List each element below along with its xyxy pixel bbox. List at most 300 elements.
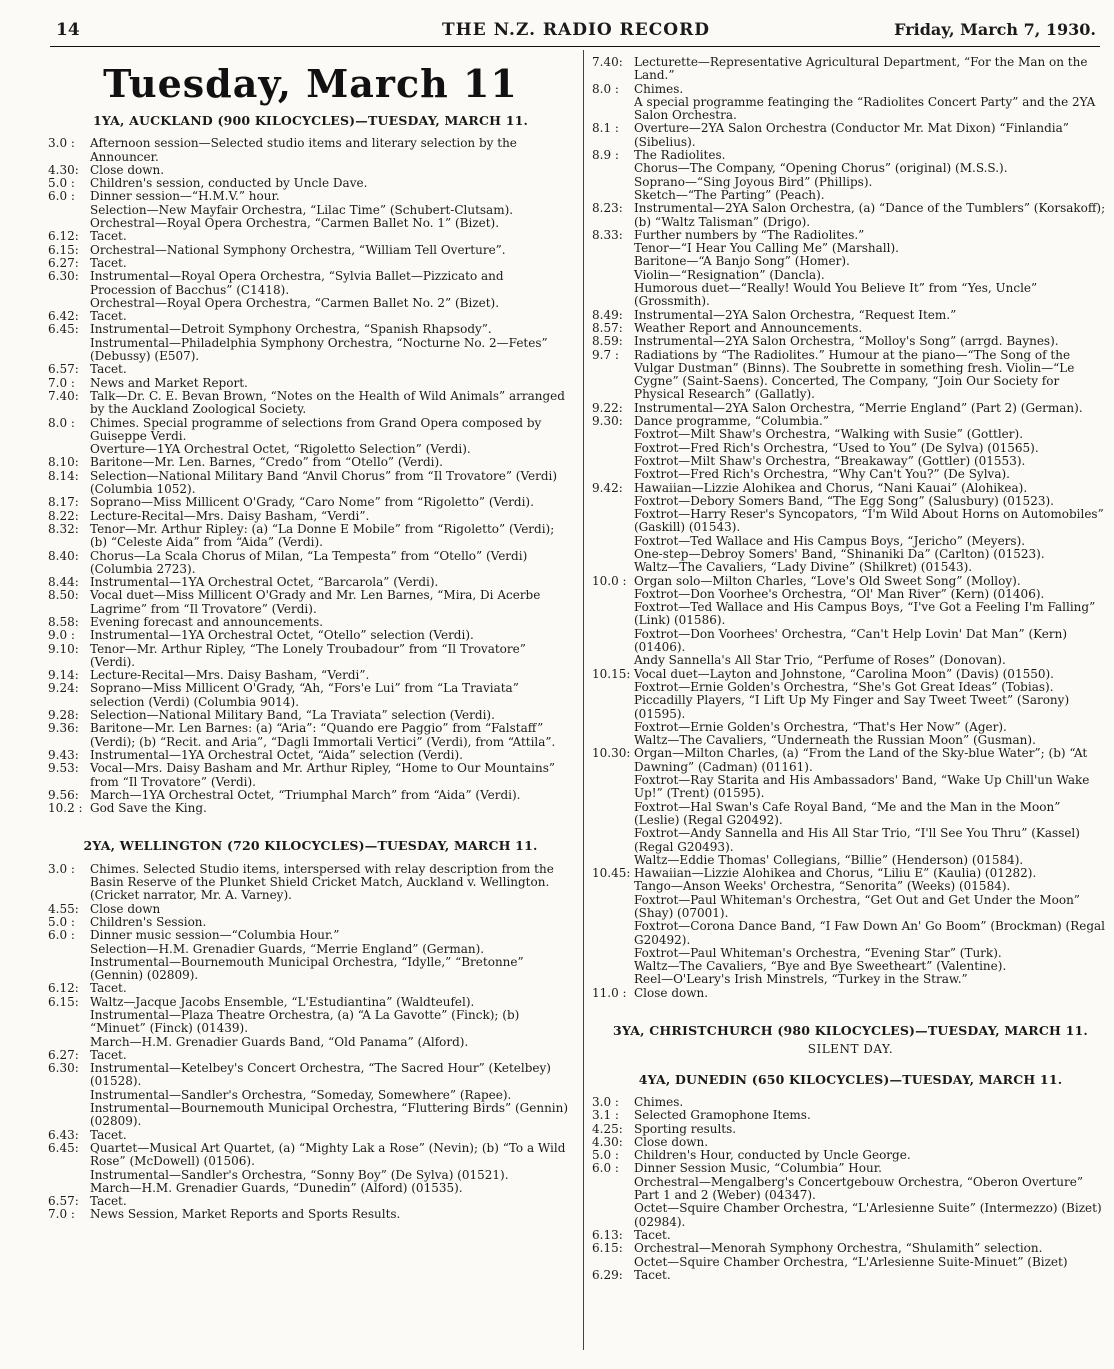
programme-entry <box>592 681 1109 694</box>
entry-text: Foxtrot—Fred Rich's Orchestra, “Used to You” (De Sylva) (01565). <box>634 440 1039 455</box>
entry-time: 8.14: <box>48 468 79 483</box>
programme-entry <box>592 1256 1109 1269</box>
programme-entry <box>48 244 573 257</box>
entry-time <box>592 960 634 973</box>
programme-entry <box>592 56 1109 83</box>
entry-text: God Save the King. <box>90 801 207 816</box>
entry-time: 6.0 : <box>592 1161 619 1176</box>
entry-text: Tacet. <box>90 981 127 996</box>
entry-time: 10.15: <box>592 666 631 681</box>
entry-time: 3.0 : <box>592 1094 619 1109</box>
entry-time: 6.45: <box>48 1140 79 1155</box>
programme-entry <box>48 470 573 497</box>
entry-time: 6.15: <box>592 1241 623 1256</box>
programme-entry <box>48 982 573 995</box>
entry-time: 10.0 : <box>592 573 627 588</box>
programme-entry <box>592 468 1109 481</box>
entry-time: 9.10: <box>48 641 79 656</box>
entry-time <box>592 588 634 601</box>
entry-time: 6.27: <box>48 255 79 270</box>
entry-text: Foxtrot—Paul Whiteman's Orchestra, “Evening Star” (Turk). <box>634 945 1002 960</box>
entry-text: Lecture-Recital—Mrs. Daisy Basham, “Verdi”. <box>90 668 370 683</box>
entry-text: Children's Session. <box>90 914 207 929</box>
entry-text: Instrumental—1YA Orchestral Octet, “Otello” selection (Verdi). <box>90 628 474 643</box>
programme-entry <box>48 310 573 323</box>
programme-entry <box>48 722 573 749</box>
entry-time: 8.58: <box>48 614 79 629</box>
programme-entry <box>592 628 1109 655</box>
entry-text: Foxtrot—Debory Somers Band, “The Egg Song” (Salusbury) (01523). <box>634 493 1054 508</box>
programme-entry <box>592 867 1109 880</box>
entry-text: Andy Sannella's All Star Trio, “Perfume of Roses” (Donovan). <box>634 653 1006 668</box>
entry-time <box>592 442 634 455</box>
entry-text: Afternoon session—Selected studio items and literary selection by the Announcer. <box>90 136 517 164</box>
programme-entry <box>592 455 1109 468</box>
entry-time <box>592 508 634 535</box>
entry-time: 9.53: <box>48 761 79 776</box>
programme-entry <box>592 83 1109 96</box>
entry-time: 6.0 : <box>48 928 75 943</box>
programme-entry <box>592 495 1109 508</box>
programme-entry <box>48 377 573 390</box>
entry-time <box>592 548 634 561</box>
entry-time <box>592 96 634 123</box>
entry-time: 6.12: <box>48 229 79 244</box>
entry-text: Vocal duet—Miss Millicent O'Grady and Mr. Len Barnes, “Mira, Di Acerbe Lagrime” from “Il Trovatore” (Verdi). <box>90 588 541 616</box>
entry-text: The Radiolites. <box>634 148 726 163</box>
programme-entry <box>48 523 573 550</box>
entry-time: 6.30: <box>48 269 79 284</box>
programme-entry <box>592 947 1109 960</box>
entry-text: Evening forecast and announcements. <box>90 614 324 629</box>
programme-entry <box>592 894 1109 921</box>
entry-time <box>592 734 634 747</box>
entry-text: Tacet. <box>90 362 127 377</box>
entry-time <box>592 561 634 574</box>
entry-text: One-step—Debroy Somers' Band, “Shinaniki Da” (Carlton) (01523). <box>634 546 1045 561</box>
programme-entry <box>592 189 1109 202</box>
entry-text: Instrumental—Bournemouth Municipal Orchestra, “Fluttering Birds” (Gennin) (02809). <box>90 1101 569 1129</box>
programme-entry <box>592 428 1109 441</box>
entry-time <box>48 1089 90 1102</box>
programme-entry <box>48 789 573 802</box>
programme-entry <box>592 162 1109 175</box>
programme-entry <box>48 510 573 523</box>
programme-entry <box>592 973 1109 986</box>
programme-entry <box>48 576 573 589</box>
entry-text: Waltz—The Cavaliers, “Underneath the Russian Moon” (Gusman). <box>634 733 1036 748</box>
programme-entry <box>48 496 573 509</box>
entry-time: 5.0 : <box>48 176 75 191</box>
entry-time <box>48 204 90 217</box>
programme-entry <box>48 257 573 270</box>
entry-text: Selection—New Mayfair Orchestra, “Lilac Time” (Schubert-Clutsam). <box>90 202 514 217</box>
entry-text: Baritone—Mr. Len Barnes: (a) “Aria”: “Quando ere Paggio” from “Falstaff” (Verdi); (b) “Recit. and Aria”, “Dagli Immortali Vertici” (Verdi), from “Attila”. <box>90 721 556 749</box>
entry-time: 6.15: <box>48 242 79 257</box>
programme-entry <box>592 854 1109 867</box>
entry-text: Instrumental—Sandler's Orchestra, “Someday, Somewhere” (Rapee). <box>90 1087 512 1102</box>
programme-entry <box>48 709 573 722</box>
page-title: Tuesday, March 11 <box>103 61 518 106</box>
programme-entry <box>48 270 573 297</box>
entry-text: Foxtrot—Don Voorhees' Orchestra, “Can't Help Lovin' Dat Man” (Kern) (01406). <box>634 626 1068 655</box>
entry-text: Dinner session—“H.M.V.” hour. <box>90 189 280 204</box>
entry-text: Tacet. <box>90 229 127 244</box>
programme-entry <box>48 1129 573 1142</box>
programme-entry <box>592 734 1109 747</box>
entry-time <box>48 337 90 364</box>
entry-text: Tacet. <box>634 1227 671 1242</box>
entry-time: 7.0 : <box>48 1207 75 1222</box>
entry-time: 6.57: <box>48 362 79 377</box>
programme-entry <box>48 1102 573 1129</box>
programme-entry <box>48 1208 573 1221</box>
programme-entry <box>592 176 1109 189</box>
entry-text: Talk—Dr. C. E. Bevan Brown, “Notes on the Health of Wild Animals” arranged by the Auckland Zoological Society. <box>90 388 565 417</box>
entry-text: Orchestral—Royal Opera Orchestra, “Carmen Ballet No. 2” (Bizet). <box>90 295 500 310</box>
programme-entry <box>48 297 573 310</box>
entry-text: Children's session, conducted by Uncle Dave. <box>90 176 368 191</box>
entry-text: A special programme featinging the “Radiolites Concert Party” and the 2YA Salon Orchestra. <box>634 94 1096 123</box>
programme-entry <box>592 827 1109 854</box>
entry-text: Instrumental—Royal Opera Orchestra, “Sylvia Ballet—Pizzicato and Procession of Bacchus” (C1418). <box>90 269 504 297</box>
entry-time <box>48 956 90 983</box>
entry-text: Instrumental—Plaza Theatre Orchestra, (a) “A La Gavotte” (Finck); (b) “Minuet” (Finck) (01439). <box>90 1008 520 1036</box>
entry-text: Vocal—Mrs. Daisy Basham and Mr. Arthur Ripley, “Home to Our Mountains” from “Il Trovatore” (Verdi). <box>90 761 556 789</box>
entry-text: Quartet—Musical Art Quartet, (a) “Mighty Lak a Rose” (Nevin); (b) “To a Wild Rose” (McDowell) (01506). <box>90 1140 566 1169</box>
programme-entry <box>48 669 573 682</box>
programme-entry <box>48 1169 573 1182</box>
section-heading-2ya: 2YA, WELLINGTON (720 KILOCYCLES)—TUESDAY, MARCH 11. <box>83 838 538 854</box>
programme-entry <box>48 1089 573 1102</box>
entry-time: 3.0 : <box>48 861 75 876</box>
entry-text: Foxtrot—Don Voorhee's Orchestra, “Ol' Man River” (Kern) (01406). <box>634 586 1045 601</box>
programme-entry <box>592 1242 1109 1255</box>
entry-time <box>592 455 634 468</box>
entry-time: 9.22: <box>592 400 623 415</box>
masthead: THE N.Z. RADIO RECORD <box>442 20 710 40</box>
entry-text: Tacet. <box>90 309 127 324</box>
programme-entry <box>48 916 573 929</box>
programme-entry <box>592 96 1109 123</box>
entry-time: 6.30: <box>48 1061 79 1076</box>
entry-time <box>592 801 634 828</box>
programme-entry <box>592 1096 1109 1109</box>
entry-text: March—H.M. Grenadier Guards Band, “Old Panama” (Alford). <box>90 1034 469 1049</box>
programme-entry <box>592 960 1109 973</box>
programme-entry <box>48 390 573 417</box>
entry-time: 6.43: <box>48 1127 79 1142</box>
entry-text: Foxtrot—Paul Whiteman's Orchestra, “Get Out and Get Under the Moon” (Shay) (07001). <box>634 892 1080 920</box>
entry-text: Vocal duet—Layton and Johnstone, “Carolina Moon” (Davis) (01550). <box>634 666 1054 681</box>
programme-entry <box>48 177 573 190</box>
entry-text: Sporting results. <box>634 1121 737 1136</box>
programme-entry <box>592 442 1109 455</box>
entry-text: Chimes. Special programme of selections from Grand Opera composed by Guiseppe Verdi. <box>90 415 542 443</box>
programme-entry <box>48 629 573 642</box>
programme-entry <box>592 202 1109 229</box>
programme-entry <box>592 322 1109 335</box>
entry-text: Chimes. <box>634 1094 684 1109</box>
entry-time <box>592 947 634 960</box>
entry-time: 8.1 : <box>592 121 619 136</box>
programme-entry <box>592 349 1109 402</box>
right-column <box>592 56 1109 1282</box>
programme-entry <box>48 217 573 230</box>
entry-text: Selected Gramophone Items. <box>634 1108 811 1123</box>
section-heading-1ya: 1YA, AUCKLAND (900 KILOCYCLES)—TUESDAY, MARCH 11. <box>92 113 529 128</box>
entry-text: Hawaiian—Lizzie Alohikea and Chorus, “Nani Kauai” (Alohikea). <box>634 480 1028 495</box>
programme-entry <box>592 1136 1109 1149</box>
section-heading-4ya: 4YA, DUNEDIN (650 KILOCYCLES)—TUESDAY, MARCH 11. <box>638 1071 1063 1087</box>
entry-text: Foxtrot—Corona Dance Band, “I Faw Down An' Go Boom” (Brockman) (Regal G20492). <box>634 919 1106 947</box>
entry-time: 4.30: <box>592 1134 623 1149</box>
listing-2ya-continued <box>592 56 1109 1000</box>
entry-text: Violin—“Resignation” (Dancla). <box>634 267 825 282</box>
entry-text: Orchestral—Mengalberg's Concertgebouw Orchestra, “Oberon Overture” Part 1 and 2 (Weber) (04347). <box>634 1174 1083 1203</box>
section-heading-3ya: 3YA, CHRISTCHURCH (980 KILOCYCLES)—TUESDAY, MARCH 11. <box>613 1023 1088 1039</box>
entry-text: Piccadilly Players, “I Lift Up My Finger and Say Tweet Tweet” (Sarony) (01595). <box>634 693 1070 721</box>
entry-time <box>592 428 634 441</box>
entry-time <box>48 297 90 310</box>
programme-entry <box>48 337 573 364</box>
entry-text: Tacet. <box>90 1127 127 1142</box>
entry-time: 10.2 : <box>48 801 83 816</box>
programme-entry <box>592 229 1109 242</box>
programme-entry <box>592 1149 1109 1162</box>
entry-text: Foxtrot—Fred Rich's Orchestra, “Why Can't You?” (De Sylva). <box>634 467 1010 482</box>
entry-time: 6.42: <box>48 309 79 324</box>
issue-date: Friday, March 7, 1930. <box>894 20 1096 39</box>
entry-time <box>592 1176 634 1203</box>
programme-entry <box>48 929 573 942</box>
entry-text: Foxtrot—Milt Shaw's Orchestra, “Breakaway” (Gottler) (01553). <box>634 453 1026 468</box>
entry-text: Waltz—Eddie Thomas' Collegians, “Billie” (Henderson) (01584). <box>634 852 1024 867</box>
header-rule <box>50 46 1100 47</box>
programme-entry <box>592 535 1109 548</box>
entry-time: 9.42: <box>592 480 623 495</box>
entry-time: 11.0 : <box>592 985 627 1000</box>
entry-time: 8.50: <box>48 588 79 603</box>
entry-time: 6.15: <box>48 994 79 1009</box>
programme-entry <box>48 1009 573 1036</box>
entry-time <box>592 282 634 309</box>
programme-entry <box>48 137 573 164</box>
entry-text: Foxtrot—Ray Starita and His Ambassadors' Band, “Wake Up Chill'un Wake Up!” (Trent) (01595). <box>634 773 1090 801</box>
programme-entry <box>592 1123 1109 1136</box>
entry-time <box>592 628 634 655</box>
programme-entry <box>48 230 573 243</box>
entry-time <box>48 217 90 230</box>
entry-time: 8.59: <box>592 334 623 349</box>
entry-text: Lecturette—Representative Agricultural Department, “For the Man on the Land.” <box>634 55 1088 83</box>
entry-text: Hawaiian—Lizzie Alohikea and Chorus, “Liliu E” (Kaulia) (01282). <box>634 866 1037 881</box>
entry-time: 7.40: <box>592 55 623 69</box>
programme-entry <box>48 762 573 789</box>
entry-text: Chimes. Selected Studio items, interspersed with relay description from the Basin Reserve of the Plunket Shield Cricket Match, Auckland v. Wellington. (Cricket narrator, Mr. A. Varney). <box>90 861 554 903</box>
entry-text: Chorus—The Company, “Opening Chorus” (original) (M.S.S.). <box>634 161 1008 176</box>
entry-time: 4.30: <box>48 162 79 177</box>
entry-text: Children's Hour, conducted by Uncle George. <box>634 1148 911 1163</box>
entry-text: March—H.M. Grenadier Guards, “Dunedin” (Alford) (01535). <box>90 1180 463 1195</box>
entry-text: March—1YA Orchestral Octet, “Triumphal March” from “Aida” (Verdi). <box>90 787 521 802</box>
programme-entry <box>592 335 1109 348</box>
entry-time: 6.12: <box>48 981 79 996</box>
left-column <box>48 56 573 1222</box>
entry-time <box>592 894 634 921</box>
entry-time <box>592 255 634 268</box>
entry-time <box>592 1256 634 1269</box>
programme-entry <box>592 721 1109 734</box>
programme-entry <box>592 1269 1109 1282</box>
entry-text: News and Market Report. <box>90 375 248 390</box>
entry-time <box>592 601 634 628</box>
entry-text: Orchestral—Menorah Symphony Orchestra, “Shulamith” selection. <box>634 1241 1043 1256</box>
entry-time <box>592 495 634 508</box>
programme-entry <box>592 242 1109 255</box>
entry-time <box>592 468 634 481</box>
entry-text: Tango—Anson Weeks' Orchestra, “Senorita” (Weeks) (01584). <box>634 879 1011 894</box>
programme-entry <box>48 802 573 815</box>
entry-time: 5.0 : <box>592 1148 619 1163</box>
entry-text: Instrumental—Philadelphia Symphony Orchestra, “Nocturne No. 2—Fetes” (Debussy) (E507). <box>90 335 548 364</box>
entry-text: Lecture-Recital—Mrs. Daisy Basham, “Verdi”. <box>90 508 370 523</box>
programme-entry <box>592 920 1109 947</box>
entry-text: Waltz—Jacque Jacobs Ensemble, “L'Estudiantina” (Waldteufel). <box>90 994 475 1009</box>
entry-time: 6.45: <box>48 322 79 337</box>
programme-entry <box>592 588 1109 601</box>
entry-text: Baritone—“A Banjo Song” (Homer). <box>634 254 850 269</box>
entry-text: Instrumental—2YA Salon Orchestra, “Request Item.” <box>634 307 957 322</box>
entry-text: Tacet. <box>90 1047 127 1062</box>
entry-time: 6.13: <box>592 1227 623 1242</box>
entry-time <box>48 1182 90 1195</box>
entry-text: Tacet. <box>634 1267 671 1282</box>
entry-text: Tenor—“I Hear You Calling Me” (Marshall). <box>634 241 899 256</box>
entry-text: Close down. <box>90 162 165 177</box>
entry-text: Instrumental—2YA Salon Orchestra, (a) “Dance of the Tumblers” (Korsakoff); (b) “Waltz Talisman” (Drigo). <box>634 201 1106 229</box>
entry-text: Organ—Milton Charles, (a) “From the Land of the Sky-blue Water”; (b) “At Dawning” (Cadman) (01161). <box>634 746 1088 774</box>
entry-time: 6.27: <box>48 1047 79 1062</box>
entry-time <box>48 1009 90 1036</box>
programme-entry <box>592 482 1109 495</box>
programme-entry <box>592 561 1109 574</box>
entry-time: 8.0 : <box>48 415 75 430</box>
entry-time <box>592 721 634 734</box>
entry-time: 8.40: <box>48 548 79 563</box>
entry-time: 4.55: <box>48 901 79 916</box>
entry-text: Dinner Session Music, “Columbia” Hour. <box>634 1161 882 1176</box>
entry-text: Chorus—La Scala Chorus of Milan, “La Tempesta” from “Otello” (Verdi) (Columbia 2723). <box>90 548 528 576</box>
programme-entry <box>592 255 1109 268</box>
programme-entry <box>592 1109 1109 1122</box>
entry-time <box>592 176 634 189</box>
entry-time: 7.0 : <box>48 375 75 390</box>
programme-entry <box>592 880 1109 893</box>
entry-time: 8.49: <box>592 307 623 322</box>
entry-time <box>592 920 634 947</box>
entry-time <box>592 973 634 986</box>
entry-time: 9.7 : <box>592 347 619 362</box>
entry-text: Instrumental—2YA Salon Orchestra, “Merrie England” (Part 2) (German). <box>634 400 1083 415</box>
page-number: 14 <box>56 20 80 40</box>
programme-entry <box>592 309 1109 322</box>
programme-entry <box>48 903 573 916</box>
entry-time: 3.1 : <box>592 1108 619 1123</box>
entry-time: 8.57: <box>592 320 623 335</box>
entry-time: 8.23: <box>592 201 623 216</box>
entry-text: Chimes. <box>634 81 684 96</box>
programme-entry <box>48 1036 573 1049</box>
entry-text: Waltz—The Cavaliers, “Lady Divine” (Shilkret) (01543). <box>634 560 973 575</box>
programme-entry <box>48 456 573 469</box>
entry-text: Instrumental—Bournemouth Municipal Orchestra, “Idylle,” “Bretonne” (Gennin) (02809). <box>90 954 524 983</box>
programme-entry <box>592 575 1109 588</box>
programme-entry <box>592 508 1109 535</box>
programme-entry <box>48 363 573 376</box>
entry-text: Overture—2YA Salon Orchestra (Conductor Mr. Mat Dixon) “Finlandia” (Sibelius). <box>634 121 1069 149</box>
entry-text: Dinner music session—“Columbia Hour.” <box>90 928 340 943</box>
entry-time: 3.0 : <box>48 136 75 151</box>
entry-time <box>592 694 634 721</box>
programme-entry <box>48 616 573 629</box>
programme-entry <box>48 1195 573 1208</box>
entry-time: 6.29: <box>592 1267 623 1282</box>
programme-entry <box>48 956 573 983</box>
entry-time: 9.43: <box>48 747 79 762</box>
entry-time <box>592 189 634 202</box>
entry-time: 10.45: <box>592 866 631 881</box>
programme-entry <box>592 654 1109 667</box>
programme-entry <box>592 548 1109 561</box>
entry-text: Selection—H.M. Grenadier Guards, “Merrie England” (German). <box>90 941 485 956</box>
entry-time: 8.9 : <box>592 148 619 163</box>
entry-text: Octet—Squire Chamber Orchestra, “L'Arlesienne Suite” (Intermezzo) (Bizet) (02984). <box>634 1201 1102 1229</box>
programme-entry <box>48 190 573 203</box>
entry-text: Foxtrot—Ernie Golden's Orchestra, “That's Her Now” (Ager). <box>634 719 1007 734</box>
listing-2ya <box>48 863 573 1222</box>
entry-time: 9.24: <box>48 681 79 696</box>
programme-entry <box>592 1162 1109 1175</box>
entry-text: Close down <box>90 901 161 916</box>
programme-entry <box>48 943 573 956</box>
entry-time <box>592 854 634 867</box>
programme-entry <box>48 417 573 444</box>
programme-entry <box>592 402 1109 415</box>
programme-entry <box>592 269 1109 282</box>
programme-entry <box>592 668 1109 681</box>
entry-text: Foxtrot—Milt Shaw's Orchestra, “Walking with Susie” (Gottler). <box>634 427 1024 442</box>
entry-text: Close down. <box>634 1134 709 1149</box>
silent-day-note: SILENT DAY. <box>807 1042 894 1057</box>
entry-text: Instrumental—Sandler's Orchestra, “Sonny Boy” (De Sylva) (01521). <box>90 1167 509 1182</box>
programme-entry <box>48 550 573 577</box>
entry-text: Overture—1YA Orchestral Octet, “Rigoletto Selection” (Verdi). <box>90 442 471 457</box>
programme-entry <box>48 749 573 762</box>
entry-text: Soprano—Miss Millicent O'Grady, “Ah, “Fors'e Lui” from “La Traviata” selection (Verdi) (Columbia 9014). <box>90 681 519 709</box>
programme-entry <box>48 996 573 1009</box>
listing-1ya <box>48 137 573 815</box>
programme-entry <box>592 1202 1109 1229</box>
entry-text: Instrumental—2YA Salon Orchestra, “Molloy's Song” (arrgd. Baynes). <box>634 334 1059 349</box>
page-header <box>56 18 1096 44</box>
programme-entry <box>592 1229 1109 1242</box>
entry-text: Selection—National Military Band “Anvil Chorus” from “Il Trovatore” (Verdi) (Columbia 1052). <box>90 468 558 497</box>
entry-time: 9.0 : <box>48 628 75 643</box>
entry-time: 9.28: <box>48 708 79 723</box>
entry-text: Baritone—Mr. Len. Barnes, “Credo” from “Otello” (Verdi). <box>90 455 443 470</box>
entry-time <box>592 681 634 694</box>
